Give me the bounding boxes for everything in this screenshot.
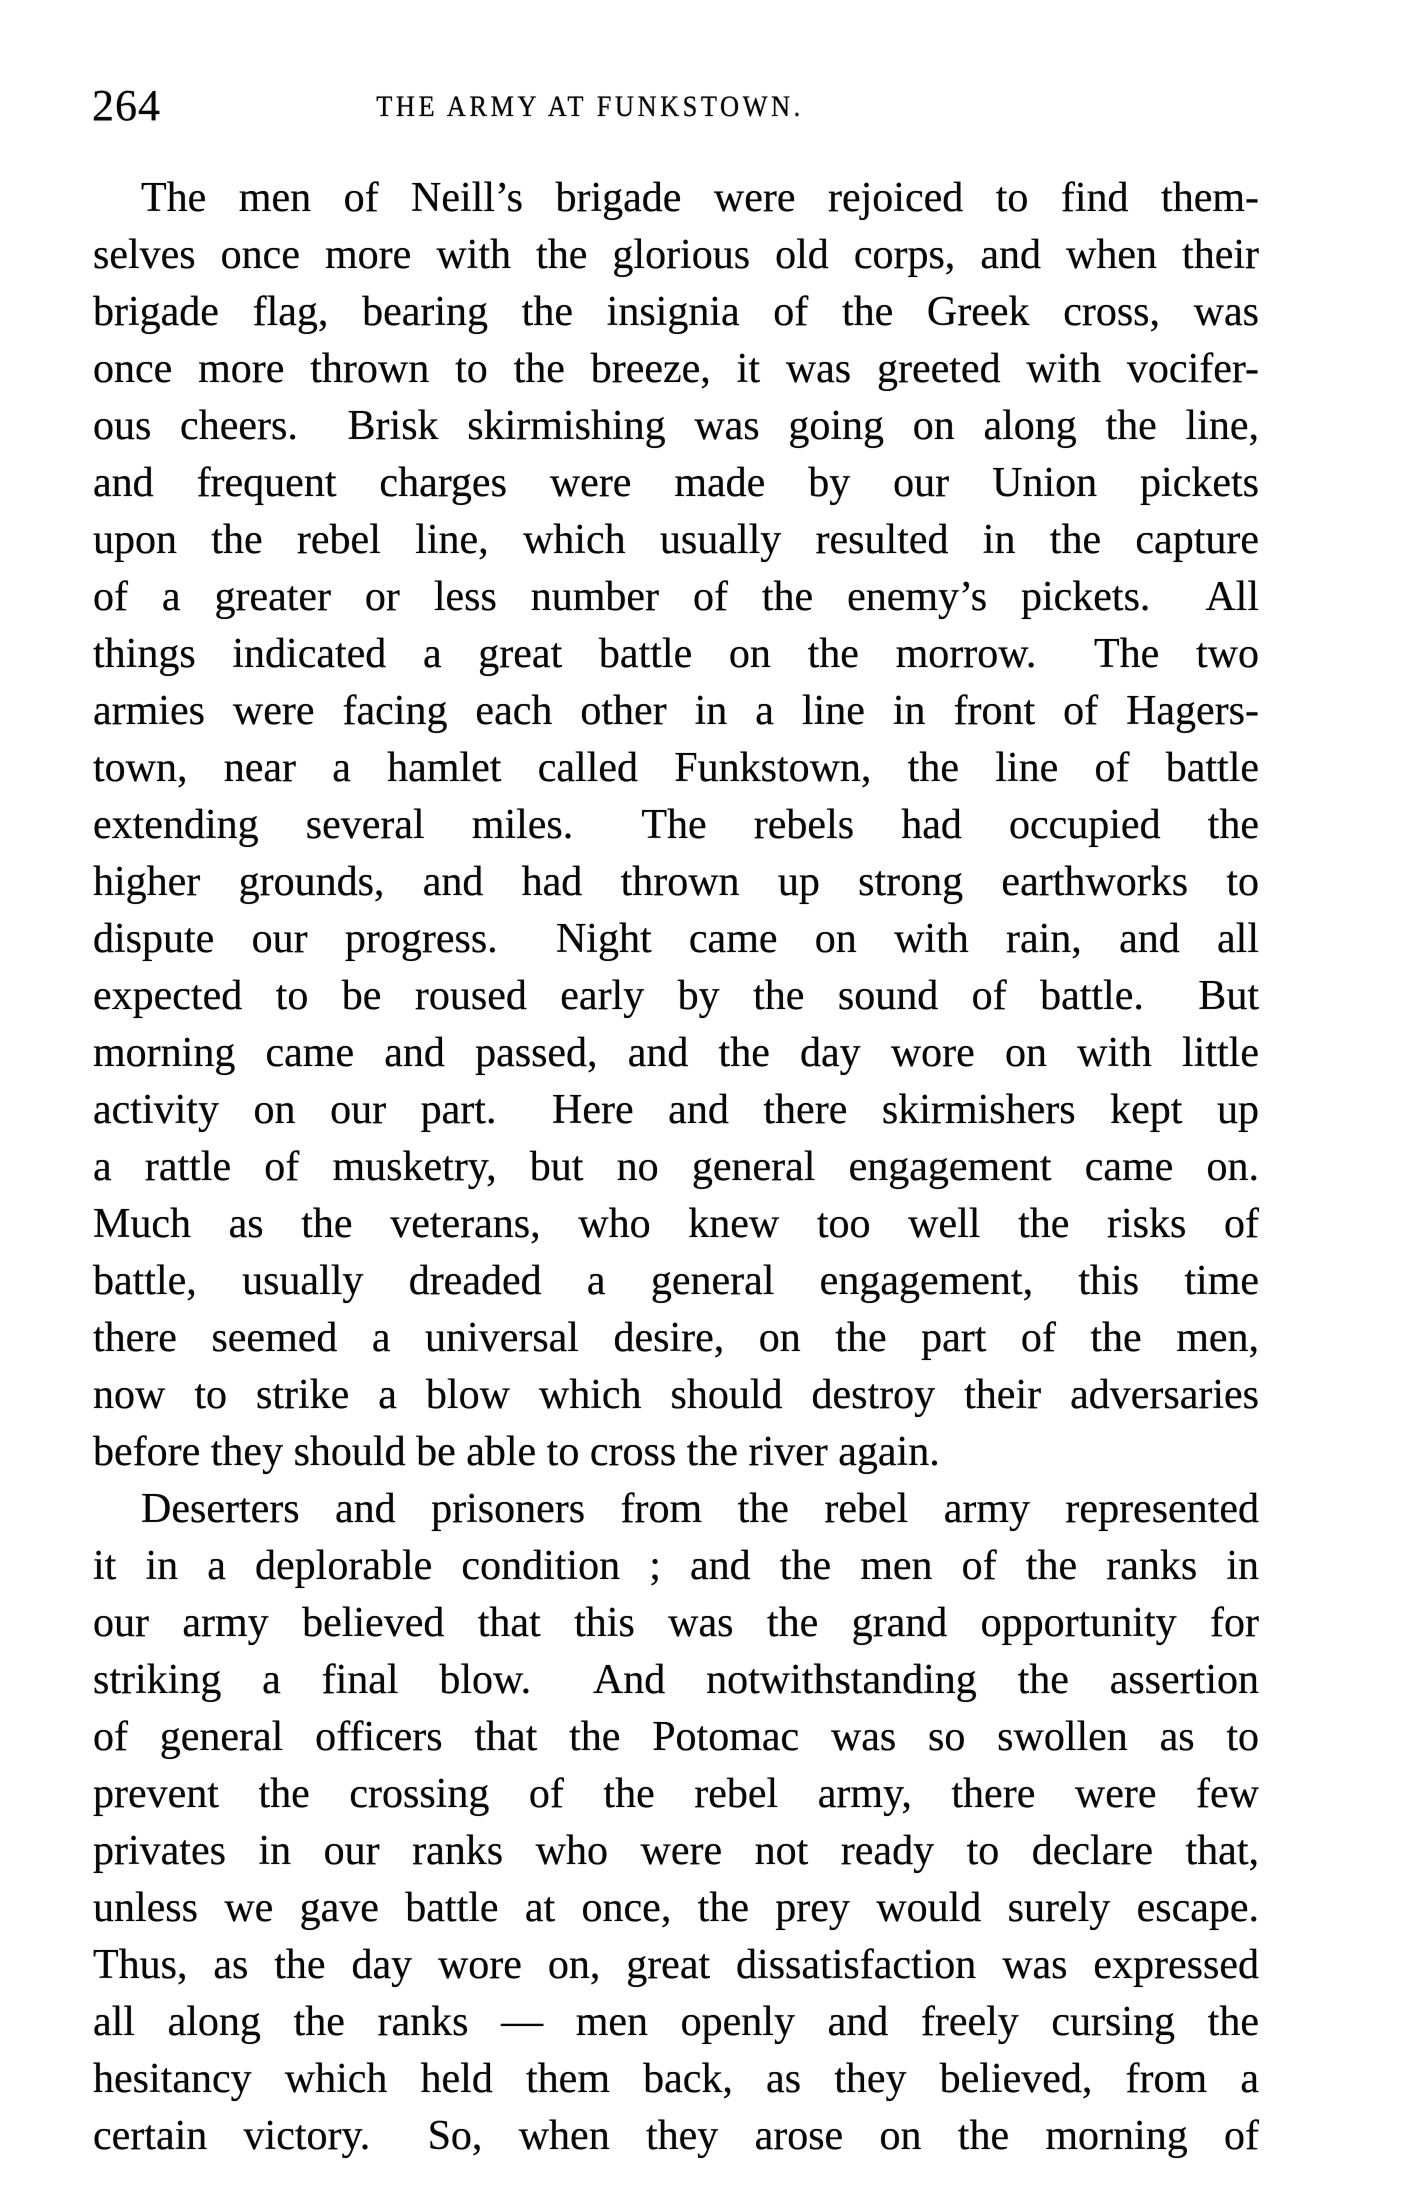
text-line: once more thrown to the breeze, it was greeted with vocifer- [93, 346, 1259, 392]
paragraph [93, 170, 1259, 1481]
text-line: privates in our ranks who were not ready to declare that, [93, 1828, 1259, 1874]
text-line: all along the ranks — men openly and freely cursing the [93, 1999, 1259, 2045]
text-line: hesitancy which held them back, as they believed, from a [93, 2056, 1259, 2102]
text-line: activity on our part. Here and there skirmishers kept up [93, 1087, 1259, 1133]
text-line: The men of Neill’s brigade were rejoiced to find them- [141, 175, 1259, 221]
text-line: of general officers that the Potomac was so swollen as to [93, 1714, 1259, 1760]
text-line: things indicated a great battle on the morrow. The two [93, 631, 1259, 677]
text-line: higher grounds, and had thrown up strong earthworks to [93, 859, 1259, 905]
text-line: our army believed that this was the grand opportunity for [93, 1600, 1259, 1646]
text-line: Much as the veterans, who knew too well the risks of [93, 1201, 1259, 1247]
text-line: expected to be roused early by the sound of battle. But [93, 973, 1259, 1019]
text-line: brigade flag, bearing the insignia of the Greek cross, was [93, 289, 1259, 335]
text-line: now to strike a blow which should destroy their adversaries [93, 1372, 1259, 1418]
text-line: town, near a hamlet called Funkstown, the line of battle [93, 745, 1259, 791]
text-line: selves once more with the glorious old corps, and when their [93, 232, 1259, 278]
text-line: armies were facing each other in a line in front of Hagers- [93, 688, 1259, 734]
page-header [0, 0, 1425, 150]
running-head: THE ARMY AT FUNKSTOWN. [376, 90, 804, 123]
text-line: dispute our progress. Night came on with rain, and all [93, 916, 1259, 962]
paragraph [93, 1481, 1259, 2165]
text-line: Thus, as the day wore on, great dissatisfaction was expressed [93, 1942, 1259, 1988]
text-line: before they should be able to cross the river again. [93, 1429, 940, 1475]
text-line: there seemed a universal desire, on the part of the men, [93, 1315, 1259, 1361]
text-line: a rattle of musketry, but no general engagement came on. [93, 1144, 1259, 1190]
text-line: it in a deplorable condition ; and the men of the ranks in [93, 1543, 1259, 1589]
page-number: 264 [92, 81, 161, 130]
text-line: battle, usually dreaded a general engagement, this time [93, 1258, 1259, 1304]
text-line: Deserters and prisoners from the rebel army represented [141, 1486, 1259, 1532]
text-line: striking a final blow. And notwithstanding the assertion [93, 1657, 1259, 1703]
page-body [93, 170, 1259, 2165]
text-line: morning came and passed, and the day wore on with little [93, 1030, 1259, 1076]
text-line: upon the rebel line, which usually resulted in the capture [93, 517, 1259, 563]
text-line: unless we gave battle at once, the prey would surely escape. [93, 1885, 1259, 1931]
text-line: and frequent charges were made by our Union pickets [93, 460, 1259, 506]
text-line: extending several miles. The rebels had occupied the [93, 802, 1259, 848]
text-line: certain victory. So, when they arose on the morning of [93, 2113, 1259, 2159]
text-line: prevent the crossing of the rebel army, there were few [93, 1771, 1259, 1817]
text-line: of a greater or less number of the enemy’s pickets. All [93, 574, 1259, 620]
text-line: ous cheers. Brisk skirmishing was going on along the line, [93, 403, 1259, 449]
